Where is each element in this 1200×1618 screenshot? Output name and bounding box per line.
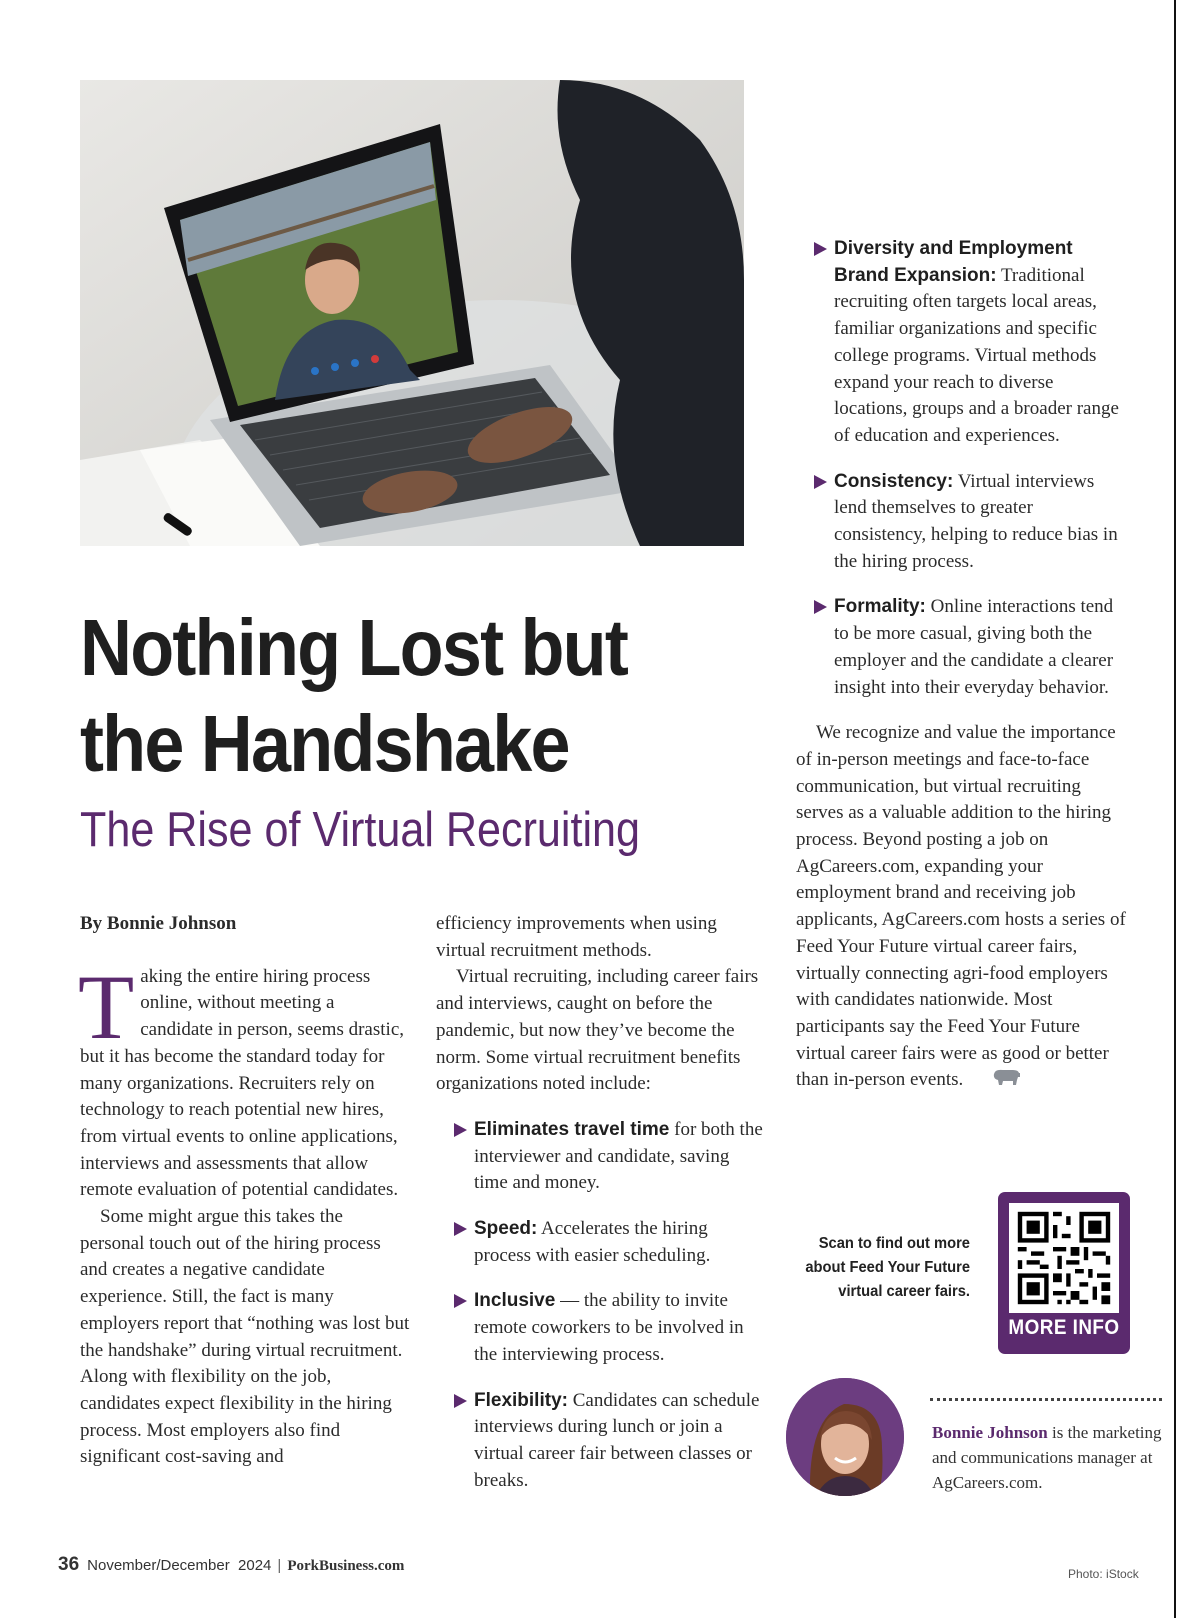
qr-code-icon xyxy=(1009,1203,1119,1313)
author-bio xyxy=(932,1420,1172,1495)
article-title-line-1: Nothing Lost but xyxy=(80,603,628,692)
benefit-text: Online interactions tend to be more casual, giving both the employer and the candidate a clearer insight into their everyday behavior. xyxy=(834,596,1114,698)
list-item xyxy=(796,469,1126,576)
list-item xyxy=(796,236,1126,450)
column-3 xyxy=(796,236,1126,1094)
column-2 xyxy=(436,911,766,1513)
closing-paragraph-text: We recognize and value the importance of in-person meetings and face-to-face communication, but virtual recruiting serves as a valuable addition to the hiring process. Beyond posting a job on AgCareers.com, expanding your employment brand and receiving job applicants, AgCareers.com hosts a series of Feed Your Future virtual career fairs, virtually connecting agri-food employers with candidates nationwide. Most participants say the Feed Your Future virtual career fairs were as good or better than in-person events. xyxy=(796,722,1126,1091)
footer-separator: | xyxy=(277,1557,282,1574)
benefit-text: Virtual interviews lend themselves to greater consistency, helping to reduce bias in the hiring process. xyxy=(834,470,1118,572)
benefit-text: — the ability to invite remote coworkers to be involved in the interviewing process. xyxy=(474,1290,744,1365)
hero-photo xyxy=(80,80,744,546)
pig-icon xyxy=(971,1068,1021,1095)
paragraph-intro xyxy=(78,955,410,1204)
page-footer xyxy=(58,1554,404,1576)
paragraph-3: Virtual recruiting, including career fairs and interviews, caught on before the pandemic, but now they’ve become the norm. Some virtual recruitment benefits organizations noted include: xyxy=(436,966,759,1095)
article-title xyxy=(80,600,692,792)
triangle-bullet-icon xyxy=(454,1222,467,1236)
article-subtitle: The Rise of Virtual Recruiting xyxy=(80,803,641,857)
triangle-bullet-icon xyxy=(454,1123,467,1137)
benefit-text: for both the interviewer and candidate, saving time and money. xyxy=(474,1118,763,1194)
benefit-term: Speed: xyxy=(474,1218,538,1240)
page-number: 36 xyxy=(58,1554,80,1575)
benefit-term: Consistency: xyxy=(834,470,954,492)
paragraph-intro-text: aking the entire hiring process online, without meeting a candidate in person, seems drastic, but it has become the standard today for many organizations. Recruiters rely on technology to reach potential new hires, from virtual events to online applications, interviews and assessments that allow remote evaluation of potential candidates. xyxy=(80,965,405,1201)
bio-divider xyxy=(930,1398,1162,1401)
drop-cap: T xyxy=(78,955,135,1058)
article-title-line-2: the Handshake xyxy=(80,699,569,788)
paragraph-2-continued: efficiency improvements when using virtual recruitment methods. xyxy=(436,913,717,961)
triangle-bullet-icon xyxy=(454,1394,467,1408)
qr-more-info-button[interactable] xyxy=(998,1192,1130,1354)
benefit-text: Accelerates the hiring process with easier scheduling. xyxy=(474,1218,711,1266)
author-name: Bonnie Johnson xyxy=(932,1423,1048,1442)
list-item xyxy=(436,1288,766,1368)
benefit-term: Diversity and Employment Brand Expansion: xyxy=(834,238,1073,286)
triangle-bullet-icon xyxy=(814,475,827,489)
benefit-text: Candidates can schedule interviews during lunch or join a virtual career fair between classes or breaks. xyxy=(474,1389,760,1491)
list-item xyxy=(436,1117,766,1197)
triangle-bullet-icon xyxy=(814,600,827,614)
avatar xyxy=(786,1378,904,1496)
page-edge-rule xyxy=(1174,0,1176,1618)
benefit-term: Eliminates travel time xyxy=(474,1118,670,1140)
paragraph-2: Some might argue this takes the personal touch out of the hiring process and creates a negative candidate experience. Still, the fact is many employers report that “nothing was lost but the handshake” during virtual recruitment. Along with flexibility on the job, candidates expect flexibility in the hiring process. Most employers also find significant cost-saving and xyxy=(80,1206,410,1468)
benefit-term: Flexibility: xyxy=(474,1389,568,1411)
benefit-term: Formality: xyxy=(834,596,926,618)
benefit-term: Inclusive xyxy=(474,1290,556,1312)
video-call-illustration xyxy=(80,80,744,546)
benefits-list-b xyxy=(796,236,1126,701)
column-1 xyxy=(80,911,410,1471)
issue-date: November/December 2024 xyxy=(87,1557,272,1574)
qr-prompt: Scan to find out more about Feed Your Future virtual career fairs. xyxy=(805,1235,970,1300)
list-item xyxy=(796,594,1126,701)
benefits-list-a xyxy=(436,1117,766,1494)
byline: By Bonnie Johnson xyxy=(80,913,237,934)
list-item xyxy=(436,1388,766,1495)
publication-site: PorkBusiness.com xyxy=(287,1558,405,1574)
photo-credit: Photo: iStock xyxy=(1068,1567,1139,1581)
list-item xyxy=(436,1216,766,1269)
qr-code-graphic xyxy=(1009,1203,1119,1313)
triangle-bullet-icon xyxy=(814,242,827,256)
triangle-bullet-icon xyxy=(454,1294,467,1308)
more-info-label: MORE INFO xyxy=(1008,1316,1120,1339)
closing-paragraph xyxy=(796,720,1126,1094)
author-bio-text: is the marketing and communications manager at AgCareers.com. xyxy=(932,1423,1162,1492)
benefit-text: Traditional recruiting often targets local areas, familiar organizations and specific college programs. Virtual methods expand your reach to diverse locations, groups and a broader range of education and experiences. xyxy=(834,264,1119,446)
